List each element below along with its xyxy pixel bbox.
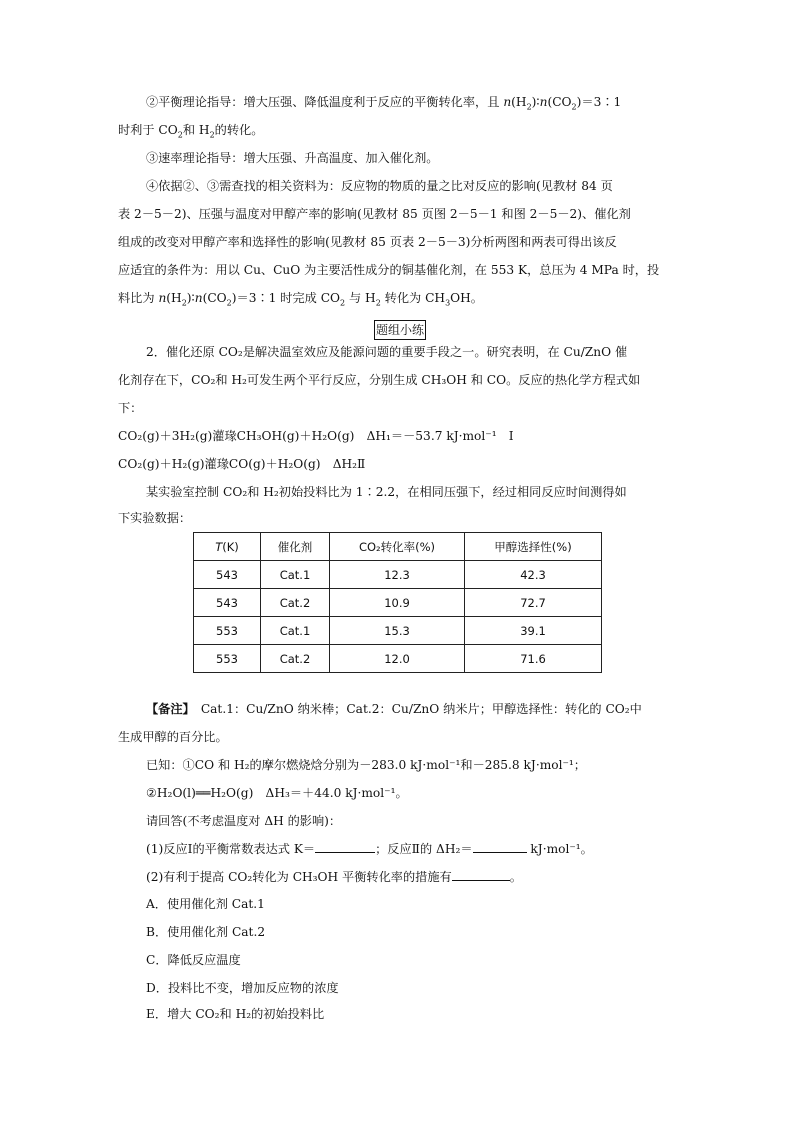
table-cell: 42.3: [465, 561, 602, 589]
question-2-line-1: 2．催化还原 CO₂是解决温室效应及能源问题的重要手段之一。研究表明，在 Cu/ZnO 催: [146, 345, 628, 359]
paragraph-references-1: ④依据②、③需查找的相关资料为：反应物的物质的量之比对反应的影响(见教材 84 页: [146, 179, 613, 193]
answer-blank-measures[interactable]: [452, 868, 510, 881]
table-cell: Cat.2: [261, 645, 330, 673]
header-methanol-selectivity: 甲醇选择性(%): [465, 533, 602, 561]
table-cell: Cat.1: [261, 617, 330, 645]
text: Cat.1：Cu/ZnO 纳米棒；Cat.2：Cu/ZnO 纳米片；甲醇选择性：转化的 CO₂中: [188, 702, 642, 716]
text: (2)有利于提高 CO₂转化为 CH₃OH 平衡转化率的措施有: [146, 870, 452, 884]
note-line-2: 生成甲醇的百分比。: [118, 730, 228, 744]
text: ②平衡理论指导：增大压强、降低温度利于反应的平衡转化率，且: [146, 95, 504, 109]
option-a: A．使用催化剂 Cat.1: [146, 897, 265, 911]
answer-blank-dh2[interactable]: [473, 840, 527, 853]
table-row: [194, 617, 602, 645]
option-d: D．投料比不变，增加反应物的浓度: [146, 981, 339, 995]
question-2-line-2: 化剂存在下，CO₂和 H₂可发生两个平行反应，分别生成 CH₃OH 和 CO。反应的热化学方程式如: [118, 373, 641, 387]
experiment-intro-1: 某实验室控制 CO₂和 H₂初始投料比为 1∶2.2，在相同压强下，经过相同反应时间测得如: [146, 485, 627, 499]
table-cell: Cat.2: [261, 589, 330, 617]
option-c: C．降低反应温度: [146, 953, 241, 967]
text: ＝3∶1 时完成 CO: [236, 291, 341, 305]
text: 与 H: [345, 291, 376, 305]
table-cell: 10.9: [330, 589, 465, 617]
text: (1)反应Ⅰ的平衡常数表达式 K＝: [146, 842, 316, 856]
text: kJ·mol⁻¹。: [530, 842, 593, 856]
table-row: [194, 589, 602, 617]
paragraph-references-2: 表 2－5－2)、压强与温度对甲醇产率的影响(见教材 85 页图 2－5－1 和图 2－5－2)、催化剂: [118, 207, 631, 221]
question-2-line-3: 下：: [118, 401, 143, 415]
table-cell: 553: [194, 617, 261, 645]
paragraph-rate-theory: ③速率理论指导：增大压强、升高温度、加入催化剂。: [146, 151, 439, 165]
experiment-intro-2: 下实验数据：: [118, 511, 192, 525]
table-cell: 12.3: [330, 561, 465, 589]
option-b: B．使用催化剂 Cat.2: [146, 925, 266, 939]
table-row: [194, 645, 602, 673]
known-line-2: ②H₂O(l)══H₂O(g) ΔH₃＝＋44.0 kJ·mol⁻¹。: [146, 786, 408, 800]
table-cell: Cat.1: [261, 561, 330, 589]
text: 时利于 CO: [118, 123, 178, 137]
paragraph-equilibrium-theory-cont: 时利于 $CO_2$和 $H_2$的转化。: [118, 123, 264, 140]
text: 转化为 CH: [380, 291, 446, 305]
text: OH。: [450, 291, 483, 305]
paragraph-references-4: 应适宜的条件为：用以 Cu、CuO 为主要活性成分的铜基催化剂，在 553 K，总压为 4 MPa 时，投: [118, 263, 660, 277]
text: 料比为: [118, 291, 159, 305]
sub-question-1: [146, 840, 593, 857]
n-symbol: n: [503, 95, 512, 109]
text: 和 H: [182, 123, 210, 137]
n-symbol: n: [194, 291, 203, 305]
text: 的转化。: [214, 123, 264, 137]
t-symbol: T: [215, 539, 223, 554]
question-prompt: 请回答(不考虑温度对 ΔH 的影响)：: [146, 814, 342, 828]
table-cell: 553: [194, 645, 261, 673]
answer-blank-k[interactable]: [315, 840, 375, 853]
table-cell: 72.7: [465, 589, 602, 617]
paragraph-references-5: 料比为 $n(H_2)∶n(CO_2)=3∶1$ 时完成 $CO_2$ 与 $H_2$ 转化为 $CH_3OH$。: [118, 291, 483, 308]
sub-question-2: [146, 868, 522, 885]
header-catalyst: 催化剂: [261, 533, 330, 561]
equation-reaction-2: CO₂(g)＋H₂(g)灌瑑CO(g)＋H₂O(g) ΔH₂Ⅱ: [118, 457, 366, 471]
section-title: 题组小练: [374, 320, 426, 340]
note-label: 【备注】: [146, 702, 189, 716]
header-temperature: T(K): [194, 533, 261, 561]
table-cell: 543: [194, 589, 261, 617]
n-symbol: n: [539, 95, 548, 109]
table-header-row: [194, 533, 602, 561]
n-symbol: n: [158, 291, 167, 305]
known-line-1: 已知：①CO 和 H₂的摩尔燃烧焓分别为－283.0 kJ·mol⁻¹和－285.8 kJ·mol⁻¹；: [146, 758, 586, 772]
equation-reaction-1: CO₂(g)＋3H₂(g)灌瑑CH₃OH(g)＋H₂O(g) ΔH₁＝－53.7 kJ·mol⁻¹ Ⅰ: [118, 429, 514, 443]
table-cell: 39.1: [465, 617, 602, 645]
table-cell: 15.3: [330, 617, 465, 645]
table-cell: 543: [194, 561, 261, 589]
table-row: [194, 561, 602, 589]
text: ＝3∶1: [581, 95, 622, 109]
table-cell: 71.6: [465, 645, 602, 673]
text: 。: [509, 870, 522, 884]
header-co2-conversion: CO₂转化率(%): [330, 533, 465, 561]
table-cell: 12.0: [330, 645, 465, 673]
option-e: E．增大 CO₂和 H₂的初始投料比: [146, 1007, 325, 1021]
paragraph-equilibrium-theory: ②平衡理论指导：增大压强、降低温度利于反应的平衡转化率，且 $n(H_2)∶n(CO_2)=3∶1$: [146, 95, 622, 112]
text: ；反应Ⅱ的 ΔH₂＝: [375, 842, 473, 856]
note-line-1: [146, 701, 642, 717]
experiment-data-table: [193, 532, 602, 673]
paragraph-references-3: 组成的改变对甲醇产率和选择性的影响(见教材 85 页表 2－5－3)分析两图和两表可得出该反: [118, 235, 617, 249]
